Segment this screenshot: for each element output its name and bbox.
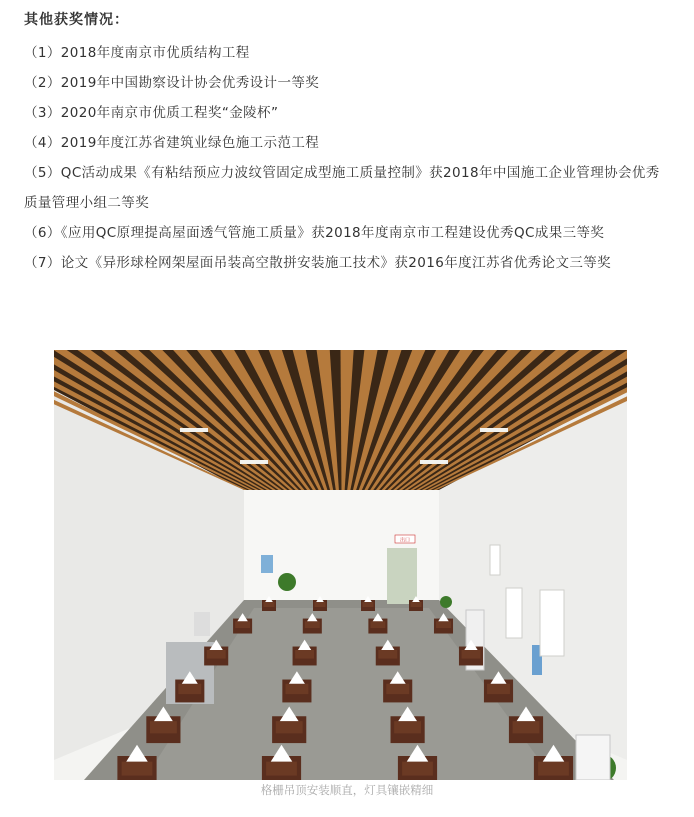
notice-board <box>194 612 210 636</box>
award-item-6: （6）《应用QC原理提高屋面透气管施工质量》获2018年度南京市工程建设优秀QC成果三等奖 <box>24 225 605 241</box>
table-top <box>178 684 201 694</box>
award-item-2: （2）2019年中国勘察设计协会优秀设计一等奖 <box>24 75 320 91</box>
table-top <box>436 621 451 628</box>
ceiling-lamp <box>480 428 508 432</box>
canteen-photo <box>54 350 627 780</box>
award-item-7: （7）论文《异形球栓网架屋面吊装高空散拼安装施工技术》获2016年度江苏省优秀论文三等奖 <box>24 255 612 271</box>
table-top <box>487 684 510 694</box>
window <box>490 545 500 575</box>
table-top <box>207 650 226 659</box>
table-top <box>264 602 275 607</box>
award-item-3: （3）2020年南京市优质工程奖“金陵杯” <box>24 105 279 121</box>
table-top <box>513 721 540 733</box>
award-item-5: （5）QC活动成果《有粘结预应力波纹管固定成型施工质量控制》获2018年中国施工企业管理协会优秀质量管理小组二等奖 <box>24 165 660 211</box>
table-top <box>363 602 374 607</box>
photo-caption: 格栅吊顶安装顺直，灯具镶嵌精细 <box>260 783 434 797</box>
window <box>540 590 564 656</box>
table-top <box>276 721 303 733</box>
plant <box>278 573 296 591</box>
table-top <box>386 684 409 694</box>
table-top <box>305 621 320 628</box>
air-conditioner <box>576 735 610 780</box>
ceiling-lamp <box>420 460 448 464</box>
table-top <box>402 762 433 776</box>
table-top <box>295 650 314 659</box>
table-top <box>150 721 177 733</box>
table-top <box>370 621 385 628</box>
canteen-photo-illustration <box>54 350 627 780</box>
table-top <box>235 621 250 628</box>
section-title: 其他获奖情况： <box>24 12 129 28</box>
table-top <box>266 762 297 776</box>
award-list <box>24 38 672 278</box>
ceiling-lamp <box>180 428 208 432</box>
table-top <box>285 684 308 694</box>
ceiling-lamp <box>240 460 268 464</box>
award-item-1: （1）2018年度南京市优质结构工程 <box>24 45 250 61</box>
table-top <box>394 721 421 733</box>
award-item-4: （4）2019年度江苏省建筑业绿色施工示范工程 <box>24 135 320 151</box>
table-top <box>315 602 326 607</box>
back-door <box>387 548 417 604</box>
table-top <box>122 762 153 776</box>
plant <box>440 596 452 608</box>
table-top <box>538 762 569 776</box>
table-top <box>378 650 397 659</box>
wall-poster <box>261 555 273 573</box>
table-top <box>411 602 422 607</box>
exit-sign-text: 出口 <box>399 537 411 544</box>
window <box>506 588 522 638</box>
table-top <box>462 650 481 659</box>
